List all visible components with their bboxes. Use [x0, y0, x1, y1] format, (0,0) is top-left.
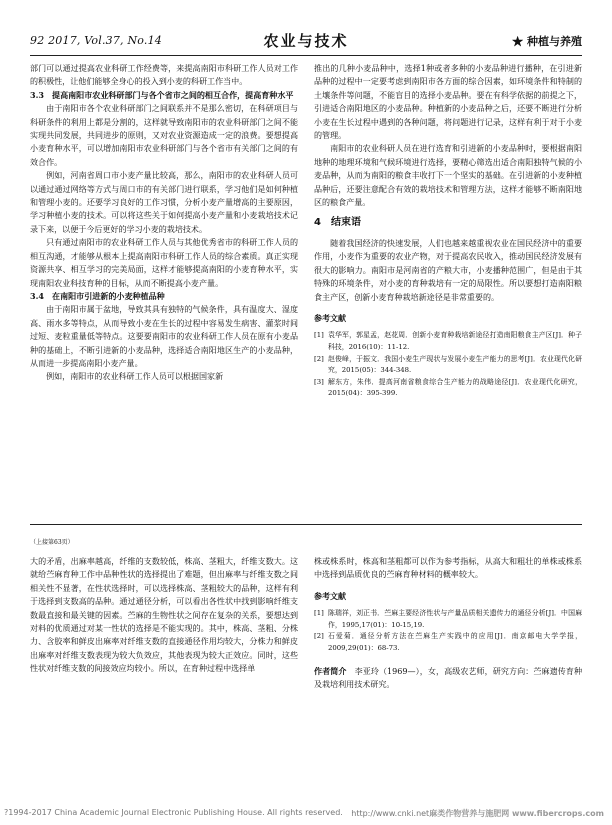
paragraph: 部门可以通过提高农业科研工作经费等，来提高南阳市科研工作人员对工作的积极性，让他们能够全身心的投入到小麦的科研工作当中。 — [30, 64, 298, 87]
reference-number: [1] — [314, 331, 324, 340]
subsection-heading-3-4: 3.4 在南阳市引进新的小麦种植品种 — [30, 290, 165, 301]
bottom-left-column — [30, 555, 298, 676]
paragraph: 由于南阳市各个农业科研部门之间联系并不是那么密切，在科研项目与科研条件的利用上都是分割的，这样就导致南阳市的农业科研部门之间不能实现共同发展，共同进步的原则，又对农业资源造成一定的浪费。要想提高小麦育种水平，可以增加南阳市农业科研部门与各个省市有关部门之间的有效合作。 — [30, 104, 298, 167]
reference-number: [1] — [314, 609, 324, 618]
section-number: 4 — [314, 217, 321, 229]
reference-text: 石爱菊．通径分析方法在苎麻生产实践中的应用[J]．南京邮电大学学报，2009,29(01)：68-73. — [328, 632, 582, 652]
references-title: 参考文献 — [314, 591, 346, 601]
continued-label: （上接第63页） — [30, 539, 74, 546]
reference-number: [2] — [314, 632, 324, 641]
reference-text: 赵俊峰，于振文．我国小麦生产现状与发展小麦生产能力的思考[J]．农业现代化研究，2015(05)：344-348. — [328, 354, 582, 375]
paragraph: 推出的几种小麦品种中，选择1种或者多种的小麦品种进行播种，在引进新品种的过程中一定要考虑到南阳市各方面的综合因素，如环境条件和特制的土壤条件等问题，不能盲目的选择小麦品种。要在有科学依据的前提之下，引进适合南阳地区的小麦品种。种植新的小麦品种之后，还要不断进行分析小麦在生长过程中遇到的各种问题，将问题进行记录，这样有利于对于小麦的管理。 — [314, 64, 582, 141]
reference-text: 袁华军，郭星孟，赵花周．创新小麦育种栽培新途径打造南阳粮食主产区[J]．种子科技，2016(10)：11-12. — [328, 331, 582, 351]
reference-number: [3] — [314, 377, 324, 386]
reference-item — [314, 608, 582, 631]
paragraph: 例如，南阳市的农业科研工作人员可以根据国家新 — [46, 372, 224, 382]
reference-text: 陈瑞祥，刘正书．苎麻主要经济性状与产量品质相关遗传力的通径分析[J]．中国麻作，1995,17(01)：10-15,19. — [328, 609, 582, 629]
reference-number: [2] — [314, 354, 324, 363]
watermark-text: 麻类作物营养与施肥网 www.fibercrops.com — [429, 809, 604, 818]
paragraph: 由于南阳市属于盆地，导致其具有独特的气候条件，具有温度大、湿度高、雨水多等特点，从而导致小麦在生长的过程中容易发生病害、灌浆时间过短、麦粒重量低等特点。这要要南阳市的农业科研工作人员在原有小麦品种的基础上，不断引进新的小麦品种，选择适合南阳地区生产的小麦品种，从而进一步提高南阳小麦产量。 — [30, 305, 298, 368]
paragraph: 例如，河南省周口市小麦产量比较高，那么，南阳市的农业科研人员可以通过通过网络等方式与周口市的有关部门进行联系，学习他们是如何种植和管理小麦的。还要学习良好的工作习惯，分析小麦产量增高的主要原因，学习种植小麦的技术。可以将这些关于如何提高小麦产量和小麦栽培技术记录下来，以便于今后更好的学习小麦的栽培技术。 — [30, 171, 298, 234]
section-heading — [314, 216, 582, 229]
paragraph: 随着我国经济的快速发展，人们也越来越重视农业在国民经济中的重要作用，小麦作为重要的农业产物，对于提高农民收入，推动国民经济发展有很大的影响力。南阳市是河南省的产粮大市，小麦播种范围广，但是由于其特殊的环境条件，对小麦的育种栽培有一定的局限性。所以要想打造南阳粮食主产区，创新小麦育种栽培新途径是非常重要的。 — [314, 238, 582, 302]
references-title: 参考文献 — [314, 313, 346, 323]
reference-item — [314, 631, 582, 654]
paragraph: 大的矛盾，出麻率越高，纤维的支数较低，株高、茎粗大，纤维支数大。这就给苎麻育种工作中品种性状的选择提出了难题，但出麻率与纤维支数之间相关性不显著，在性状选择时，可以选择株高、茎粗较大的品种，这样有利于选择到支数高的品种。通过通径分析，可以看出各性状中找到影响纤维支数最直接和最关键的因素。苎麻的生物性状之间存在复杂的关系，要想达到对料的优质通过对某一性状的选择是不能实现的。其中，株高、茎粗、分株力、含胶率和鲜皮出麻率对纤维支数的直接通径作用均较大，分株力和鲜皮出麻率对纤维支数表现为较大负效应，其他表现为较大正效应。同时，这些性状对纤维支数的间接效应均较小。所以，在育种过程中选择单 — [30, 557, 298, 674]
cnki-link[interactable]: http://www.cnki.net — [351, 809, 430, 818]
journal-title: 农业与技术 — [263, 32, 349, 50]
reference-item — [314, 377, 582, 400]
paragraph: 株或株系时，株高和茎粗都可以作为参考指标，从高大和粗壮的单株或株系中选择到品质优良的苎麻育种材料的概率较大。 — [314, 557, 582, 580]
section-title: 结束语 — [330, 217, 361, 229]
author-intro-label: 作者简介 — [314, 666, 347, 676]
copyright-notice: ?1994-2017 China Academic Journal Electronic Publishing House. All rights reserved. — [4, 808, 343, 817]
reference-item — [314, 354, 582, 377]
column-name: ★ 种植与养殖 — [512, 35, 582, 48]
running-header — [30, 30, 582, 52]
header-rule — [30, 55, 582, 56]
footer-right — [351, 808, 604, 819]
top-right-column — [314, 62, 582, 400]
paragraph: 南阳市的农业科研人员在进行选育和引进新的小麦品种时，要根据南阳地种的地理环境和气候环境进行选择，要精心筛选出适合南阳独特气候的小麦品种，从而为南阳的粮食丰收打下一个坚实的基础。在引进新的小麦种植品种后，还要注意配合有效的栽培技术和管理方法，这样才能够不断南阳地区的粮食产量。 — [314, 144, 582, 208]
page-info: 92 2017, Vol.37, No.14 — [30, 34, 162, 47]
subsection-heading-3-3: 3.3 提高南阳市农业科研部门与各个省市之间的相互合作，提高育种水平 — [30, 89, 294, 100]
reference-text: 解东方，朱伟．提高河南省粮食综合生产能力的战略途径[J]．农业现代化研究，2015(04)：395-399. — [328, 377, 582, 398]
reference-item — [314, 330, 582, 353]
section-divider — [30, 524, 582, 525]
paragraph: 只有通过南阳市的农业科研工作人员与其他优秀省市的科研工作人员的相互沟通，才能够从根本上提高南阳市科研工作人员的综合素质。真正实现资源共享、相互学习的完美局面，这样才能够提高南阳的小麦育种水平，实现南阳农业科技育种的目标，从而不断提高小麦产量。 — [30, 238, 298, 288]
top-left-column — [30, 62, 298, 384]
author-intro-text: 李亚玲（1969—），女，高级农艺师，研究方向：苎麻遗传育种及栽培利用技术研究。 — [314, 666, 582, 689]
author-intro — [314, 665, 582, 692]
bottom-right-column — [314, 555, 582, 691]
